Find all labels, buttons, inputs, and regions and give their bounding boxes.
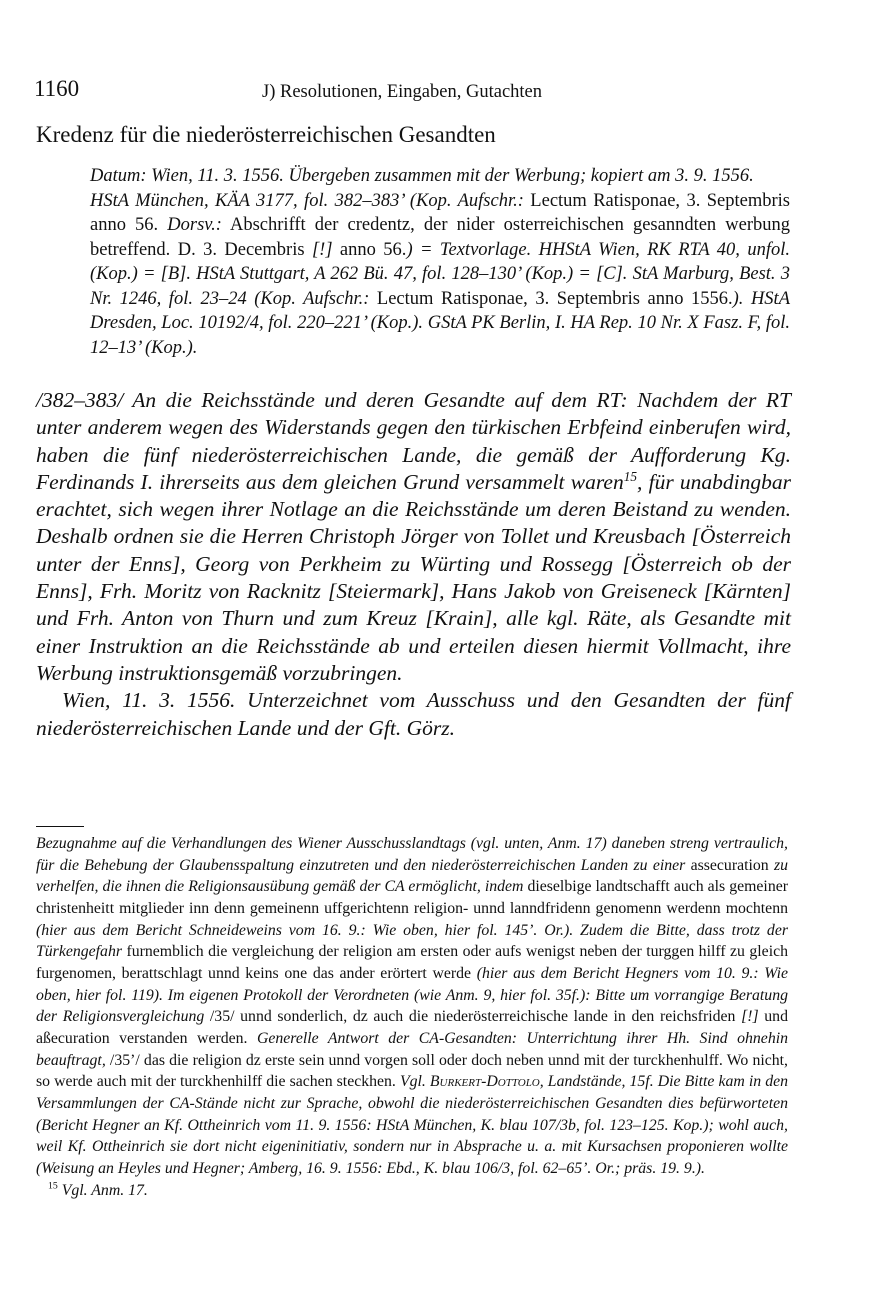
fn-part-9: [!] (741, 1008, 759, 1026)
summary (36, 387, 791, 742)
fn-part-13: Vgl. (399, 1073, 426, 1091)
fn-part-7: (hier aus dem Bericht Hegners vom 10. 9.: Wie oben, hier fol. 119). Im eigenen Protokoll der Verordneten (wie Anm. 9, hier fol. 35f.): Bitte um vorrangige Beratung der Religionsvergleichung (36, 964, 788, 1026)
date-text: Datum: Wien, 11. 3. 1556. Übergeben zusammen mit der Werbung; kopiert am 3. 9. 1556. (90, 166, 754, 186)
source-a1: HStA München, KÄA 3177, fol. 382–383’ (Kop. Aufschr.: (90, 190, 524, 211)
fn-part-6: furnemblich die vergleichung der religion am ersten oder aufs wenigst neben der turggen hilff zu gleich furgenomen, berattschlagt unnd keins one das ander erörtert werde (36, 943, 788, 982)
source-a9: ). HStA Dresden, Loc. 10192/4, fol. 220–221’ (Kop.). GStA PK Berlin, I. HA Rep. 10 Nr. X Fasz. F, fol. 12–13’ (Kop.). (90, 288, 790, 358)
summary-text-a: /382–383/ An die Reichsstände und deren Gesandte auf dem RT: Nachdem der RT unter anderem wegen des Widerstands gegen den türkischen Erbfeind einberufen wird, haben die fünf niederösterreichischen Lande, die gemäß der Aufforderung Kg. Ferdinands I. ihrerseits aus dem gleichen Grund versammelt waren (36, 388, 791, 494)
source-a6: anno 56. (332, 239, 407, 260)
fn-part-11: Generelle Antwort der CA-Gesandten: Unterrichtung ihrer Hh. Sind ohnehin beauftragt, (36, 1029, 789, 1069)
footnote-15-text: Vgl. Anm. 17. (61, 1181, 148, 1199)
source-a2: Lectum Ratisponae, 3. Septembris anno 56. (90, 190, 790, 235)
footnote-14 (36, 833, 788, 1180)
page-number: 1160 (34, 76, 80, 101)
summary-paragraph (36, 387, 791, 687)
source-a8: Lectum Ratisponae, 3. Septembris anno 1556. (369, 288, 733, 309)
running-head: J) Resolutionen, Eingaben, Gutachten (262, 82, 543, 102)
source-a4: Abschrifft der credentz, der nider osterreichischen gesanndten werbung betreffend. D. 3. Decembris (90, 215, 791, 260)
footnote-15-number: 15 (48, 1180, 58, 1192)
summary-text-b: , für unabdingbar erachtet, sich wegen ihrer Notlage an die Reichsstände um deren Beistand zu wenden. Deshalb ordnen sie die Herren Christoph Jörger von Tollet und Kreusbach [Österreich unter der Enns], Georg von Perkheim zu Würting und Rossegg [Österreich ob der Enns], Frh. Moritz von Racknitz [Steiermark], Hans Jakob von Greiseneck [Kärnten] und Frh. Anton von Thurn und zum Kreuz [Krain], alle kgl. Räte, als Gesandte mit einer Instruktion an die Reichsstände ab und erteilen diesen hiermit Vollmacht, ihre Werbung instruktionsgemäß vorzubringen. (36, 469, 792, 685)
footnote-rule (36, 826, 84, 827)
fn-part-8: /35/ unnd sonderlich, dz auch die niederösterreichische lande in den reichsfriden (204, 1008, 742, 1026)
sources-block (90, 189, 790, 361)
fn-part-12: /35’/ das die religion dz erste sein unnd vorgen soll oder doch neben unnd mit der turckhenhulff. Wo nicht, so werde auch mit der turckhenhilff die sachen steckhen. (36, 1051, 788, 1091)
source-metadata (90, 164, 790, 360)
date-line (90, 164, 790, 189)
fn-part-15: , Landstände, 15f. Die Bitte kam in den Versammlungen der CA-Stände nicht zur Sprache, obwohl die niederösterreichischen Gesandten dies befürworteten (Bericht Hegner an Kf. Ottheinrich vom 11. 9. 1556: HStA München, K. blau 107/3b, fol. 123–125. Kop.); wohl auch, weil Kf. Ottheinrich sie dort nicht eigeninitiativ, sondern nur in Absprache u. a. mit Kursachsen proponieren wollte (Weisung an Heyles und Hegner; Amberg, 16. 9. 1556: Ebd., K. blau 106/3, fol. 62–65’. Or.; präs. 19. 9.). (36, 1073, 789, 1177)
source-a3: Dorsv.: (167, 215, 222, 235)
fn-part-10: und aßecuration verstanden werden. (36, 1008, 788, 1047)
fn-part-1: Bezugnahme auf die Verhandlungen des Wiener Ausschusslandtags (vgl. unten, Anm. 17) daneben streng vertraulich, für die Behebung der Glaubensspaltung einzutreten und den niederösterreichischen Landen zu einer (36, 835, 788, 874)
fn-part-2: assecuration (685, 856, 774, 874)
footnote-15 (36, 1180, 788, 1202)
fn-part-3: zu verhelfen, die ihnen die Religionsausübung gemäß der CA ermöglicht, indem (36, 856, 788, 896)
source-a7: ) = Textvorlage. HHStA Wien, RK RTA 40, unfol. (Kop.) = [B]. HStA Stuttgart, A 262 Bü. 47, fol. 128–130’ (Kop.) = [C]. StA Marburg, Best. 3 Nr. 1246, fol. 23–24 (Kop. Aufschr.: (90, 239, 790, 309)
fn-author-name: Burkert-Dottolo (425, 1073, 540, 1091)
fn-part-5: (hier aus dem Bericht Schneideweins vom 16. 9.: Wie oben, hier fol. 145’. Or.). Zudem die Bitte, dass trotz der Türkengefahr (36, 921, 788, 961)
source-a5: [!] (311, 239, 333, 260)
footnotes (36, 833, 788, 1201)
document-title: Kredenz für die niederösterreichischen Gesandten (36, 122, 496, 147)
fn-part-4: dieselbige landtschafft auch als gemeiner christenheitt mitglieder inn denn gemeinenn uffgerichtenn religion- unnd lanndfridenn genomenn werdenn mochtenn (36, 878, 788, 917)
summary-closing: Wien, 11. 3. 1556. Unterzeichnet vom Ausschuss und den Gesandten der fünf niederösterreichischen Lande und der Gft. Görz. (36, 688, 791, 740)
footnote-ref-15: 15 (623, 468, 638, 484)
